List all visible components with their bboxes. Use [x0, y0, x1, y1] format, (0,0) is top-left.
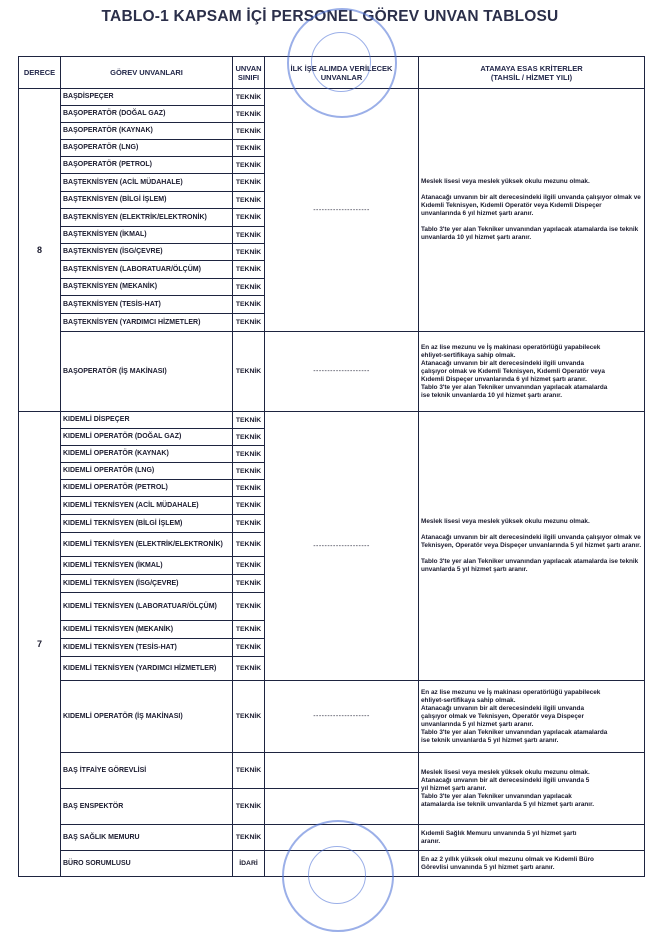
personnel-table: [18, 56, 645, 877]
unvan-sinifi-cell: TEKNİK: [233, 789, 265, 825]
unvan-sinifi-cell: TEKNİK: [233, 657, 265, 681]
gorev-cell: BAŞOPERATÖR (İŞ MAKİNASI): [61, 332, 233, 412]
header-ilk-ise-alim: İLK İŞE ALIMDA VERİLECEK UNVANLAR: [265, 57, 419, 89]
unvan-sinifi-cell: TEKNİK: [233, 244, 265, 261]
gorev-cell: BAŞOPERATÖR (KAYNAK): [61, 123, 233, 140]
criteria-line: Görevlisi unvanında 5 yıl hizmet şartı aranır.: [421, 863, 555, 871]
unvan-sinifi-cell: TEKNİK: [233, 480, 265, 497]
table-row: [19, 412, 645, 429]
table-header-row: [19, 57, 645, 89]
unvan-sinifi-cell: TEKNİK: [233, 429, 265, 446]
criteria-line: Kıdemli Sağlık Memuru unvanında 5 yıl hizmet şartı: [421, 829, 577, 837]
criteria-line: En az lise mezunu ve İş makinası operatörlüğü yapabilecek: [421, 688, 601, 696]
gorev-cell: KIDEMLİ TEKNİSYEN (BİLGİ İŞLEM): [61, 515, 233, 533]
criteria-line: Atanacağı unvanın bir alt derecesindeki ilgili unvanda 5: [421, 776, 590, 784]
criteria-cell: [419, 825, 645, 851]
gorev-cell: KIDEMLİ TEKNİSYEN (İSG/ÇEVRE): [61, 575, 233, 593]
gorev-cell: BAŞ SAĞLIK MEMURU: [61, 825, 233, 851]
gorev-cell: BAŞOPERATÖR (DOĞAL GAZ): [61, 106, 233, 123]
gorev-cell: BAŞTEKNİSYEN (ACİL MÜDAHALE): [61, 174, 233, 192]
gorev-cell: KIDEMLİ DİSPEÇER: [61, 412, 233, 429]
gorev-cell: BAŞTEKNİSYEN (BİLGİ İŞLEM): [61, 192, 233, 209]
unvan-sinifi-cell: TEKNİK: [233, 533, 265, 557]
unvan-sinifi-cell: TEKNİK: [233, 106, 265, 123]
unvan-sinifi-cell: TEKNİK: [233, 89, 265, 106]
criteria-line: Kıdemli Dispeçer unvanlarında 6 yıl hizmet şartı aranır.: [421, 375, 587, 383]
ilk-ise-alim-cell: --------------------: [265, 89, 419, 332]
gorev-cell: KIDEMLİ TEKNİSYEN (ACİL MÜDAHALE): [61, 497, 233, 515]
criteria-paragraph: Atanacağı unvanın bir alt derecesindeki ilgili unvanda çalışıyor olmak ve Teknisyen, Operatör veya Dispeçer unvanlarında 5 yıl hizmet şartı aranır.: [421, 534, 642, 549]
gorev-cell: KIDEMLİ OPERATÖR (LNG): [61, 463, 233, 480]
criteria-cell: [419, 332, 645, 412]
criteria-line: ise teknik unvanlarda 10 yıl hizmet şartı aranır.: [421, 391, 563, 399]
gorev-cell: KIDEMLİ TEKNİSYEN (TESİS-HAT): [61, 639, 233, 657]
unvan-sinifi-cell: TEKNİK: [233, 140, 265, 157]
ilk-ise-alim-cell: [265, 851, 419, 877]
ilk-ise-alim-cell: [265, 753, 419, 789]
criteria-line: Tablo 3'te yer alan Tekniker unvanından yapılacak atamalarda: [421, 728, 608, 736]
unvan-sinifi-cell: TEKNİK: [233, 593, 265, 621]
unvan-sinifi-cell: TEKNİK: [233, 261, 265, 279]
table-row: [19, 753, 645, 789]
gorev-cell: BAŞTEKNİSYEN (ELEKTRİK/ELEKTRONİK): [61, 209, 233, 227]
criteria-paragraph: Meslek lisesi veya meslek yüksek okulu mezunu olmak.: [421, 178, 590, 185]
gorev-cell: KIDEMLİ TEKNİSYEN (MEKANİK): [61, 621, 233, 639]
gorev-cell: BAŞTEKNİSYEN (İSG/ÇEVRE): [61, 244, 233, 261]
ilk-ise-alim-cell: --------------------: [265, 412, 419, 681]
unvan-sinifi-cell: TEKNİK: [233, 174, 265, 192]
unvan-sinifi-cell: TEKNİK: [233, 209, 265, 227]
criteria-line: Atanacağı unvanın bir alt derecesindeki ilgili unvanda: [421, 704, 585, 712]
gorev-cell: KIDEMLİ TEKNİSYEN (İKMAL): [61, 557, 233, 575]
criteria-line: En az lise mezunu ve İş makinası operatörlüğü yapabilecek: [421, 343, 601, 351]
unvan-sinifi-cell: TEKNİK: [233, 227, 265, 244]
gorev-cell: BAŞTEKNİSYEN (İKMAL): [61, 227, 233, 244]
criteria-line: En az 2 yıllık yüksek okul mezunu olmak ve Kıdemli Büro: [421, 855, 594, 863]
gorev-cell: KIDEMLİ OPERATÖR (PETROL): [61, 480, 233, 497]
gorev-cell: BAŞTEKNİSYEN (YARDIMCI HİZMETLER): [61, 314, 233, 332]
criteria-cell: [419, 753, 645, 825]
criteria-paragraph: Tablo 3'te yer alan Tekniker unvanından yapılacak atamalarda ise teknik unvanlarda 10 yıl hizmet şartı aranır.: [421, 226, 639, 241]
unvan-sinifi-cell: TEKNİK: [233, 412, 265, 429]
table-row: [19, 332, 645, 412]
gorev-cell: BAŞTEKNİSYEN (LABORATUAR/ÖLÇÜM): [61, 261, 233, 279]
criteria-cell: [419, 89, 645, 332]
gorev-cell: BÜRO SORUMLUSU: [61, 851, 233, 877]
criteria-line: Tablo 3'te yer alan Tekniker unvanından yapılacak atamalarda: [421, 383, 608, 391]
criteria-paragraph: Tablo 3'te yer alan Tekniker unvanından yapılacak atamalarda ise teknik unvanlarda 5 yıl hizmet şartı aranır.: [421, 558, 639, 573]
table-row: [19, 681, 645, 753]
unvan-sinifi-cell: TEKNİK: [233, 123, 265, 140]
ilk-ise-alim-cell: --------------------: [265, 332, 419, 412]
unvan-sinifi-cell: TEKNİK: [233, 446, 265, 463]
table-row: [19, 89, 645, 106]
gorev-cell: KIDEMLİ TEKNİSYEN (LABORATUAR/ÖLÇÜM): [61, 593, 233, 621]
criteria-line: Tablo 3'te yer alan Tekniker unvanından yapılacak: [421, 792, 572, 800]
gorev-cell: BAŞOPERATÖR (PETROL): [61, 157, 233, 174]
derece-cell: 7: [19, 412, 61, 877]
unvan-sinifi-cell: TEKNİK: [233, 314, 265, 332]
ilk-ise-alim-cell: [265, 789, 419, 825]
unvan-sinifi-cell: TEKNİK: [233, 332, 265, 412]
criteria-line: Atanacağı unvanın bir alt derecesindeki ilgili unvanda: [421, 359, 585, 367]
criteria-line: atamalarda ise teknik unvanlarda 5 yıl hizmet şartı aranır.: [421, 800, 594, 808]
gorev-cell: BAŞOPERATÖR (LNG): [61, 140, 233, 157]
unvan-sinifi-cell: TEKNİK: [233, 621, 265, 639]
criteria-line: aranır.: [421, 837, 441, 845]
gorev-cell: KIDEMLİ TEKNİSYEN (YARDIMCI HİZMETLER): [61, 657, 233, 681]
gorev-cell: KIDEMLİ OPERATÖR (DOĞAL GAZ): [61, 429, 233, 446]
table-row: [19, 851, 645, 877]
criteria-line: ehliyet-sertifikaya sahip olmak.: [421, 696, 516, 704]
unvan-sinifi-cell: TEKNİK: [233, 557, 265, 575]
ilk-ise-alim-cell: [265, 825, 419, 851]
unvan-sinifi-cell: TEKNİK: [233, 515, 265, 533]
gorev-cell: BAŞ ENSPEKTÖR: [61, 789, 233, 825]
ilk-ise-alim-cell: --------------------: [265, 681, 419, 753]
gorev-cell: BAŞTEKNİSYEN (MEKANİK): [61, 279, 233, 296]
unvan-sinifi-cell: TEKNİK: [233, 639, 265, 657]
unvan-sinifi-cell: TEKNİK: [233, 753, 265, 789]
header-unvan-sinifi: UNVAN SINIFI: [233, 57, 265, 89]
gorev-cell: KIDEMLİ TEKNİSYEN (ELEKTRİK/ELEKTRONİK): [61, 533, 233, 557]
criteria-line: ehliyet-sertifikaya sahip olmak.: [421, 351, 516, 359]
gorev-cell: KIDEMLİ OPERATÖR (İŞ MAKİNASI): [61, 681, 233, 753]
derece-cell: 8: [19, 89, 61, 412]
unvan-sinifi-cell: TEKNİK: [233, 825, 265, 851]
unvan-sinifi-cell: TEKNİK: [233, 497, 265, 515]
unvan-sinifi-cell: TEKNİK: [233, 157, 265, 174]
unvan-sinifi-cell: TEKNİK: [233, 279, 265, 296]
unvan-sinifi-cell: TEKNİK: [233, 575, 265, 593]
criteria-line: unvanlarında 5 yıl hizmet şartı aranır.: [421, 720, 534, 728]
table-row: [19, 825, 645, 851]
criteria-line: ise teknik unvanlarda 5 yıl hizmet şartı aranır.: [421, 736, 559, 744]
criteria-cell: [419, 681, 645, 753]
header-derece: DERECE: [19, 57, 61, 89]
criteria-line: çalışıyor olmak ve Teknisyen, Operatör veya Dispeçer: [421, 712, 584, 720]
page-title: TABLO-1 KAPSAM İÇİ PERSONEL GÖREV UNVAN TABLOSU: [101, 8, 559, 25]
gorev-cell: KIDEMLİ OPERATÖR (KAYNAK): [61, 446, 233, 463]
header-kriterler: ATAMAYA ESAS KRİTERLER (TAHSİL / HİZMET YILI): [419, 57, 645, 89]
unvan-sinifi-cell: TEKNİK: [233, 296, 265, 314]
criteria-paragraph: Atanacağı unvanın bir alt derecesindeki ilgili unvanda çalışıyor olmak ve Kıdemli Teknisyen, Kıdemli Operatör veya Kıdemli Dispeçer unvanlarında 6 yıl hizmet şartı aranır.: [421, 194, 641, 217]
gorev-cell: BAŞ İTFAİYE GÖREVLİSİ: [61, 753, 233, 789]
criteria-cell: [419, 851, 645, 877]
criteria-paragraph: Meslek lisesi veya meslek yüksek okulu mezunu olmak.: [421, 518, 590, 525]
criteria-line: yıl hizmet şartı aranır.: [421, 784, 487, 792]
criteria-cell: [419, 412, 645, 681]
header-gorev: GÖREV UNVANLARI: [61, 57, 233, 89]
gorev-cell: BAŞTEKNİSYEN (TESİS-HAT): [61, 296, 233, 314]
gorev-cell: BAŞDİSPEÇER: [61, 89, 233, 106]
unvan-sinifi-cell: TEKNİK: [233, 192, 265, 209]
unvan-sinifi-cell: TEKNİK: [233, 463, 265, 480]
unvan-sinifi-cell: TEKNİK: [233, 681, 265, 753]
criteria-line: çalışıyor olmak ve Kıdemli Teknisyen, Kıdemli Operatör veya: [421, 367, 605, 375]
criteria-line: Meslek lisesi veya meslek yüksek okulu mezunu olmak.: [421, 768, 590, 776]
unvan-sinifi-cell: İDARİ: [233, 851, 265, 877]
